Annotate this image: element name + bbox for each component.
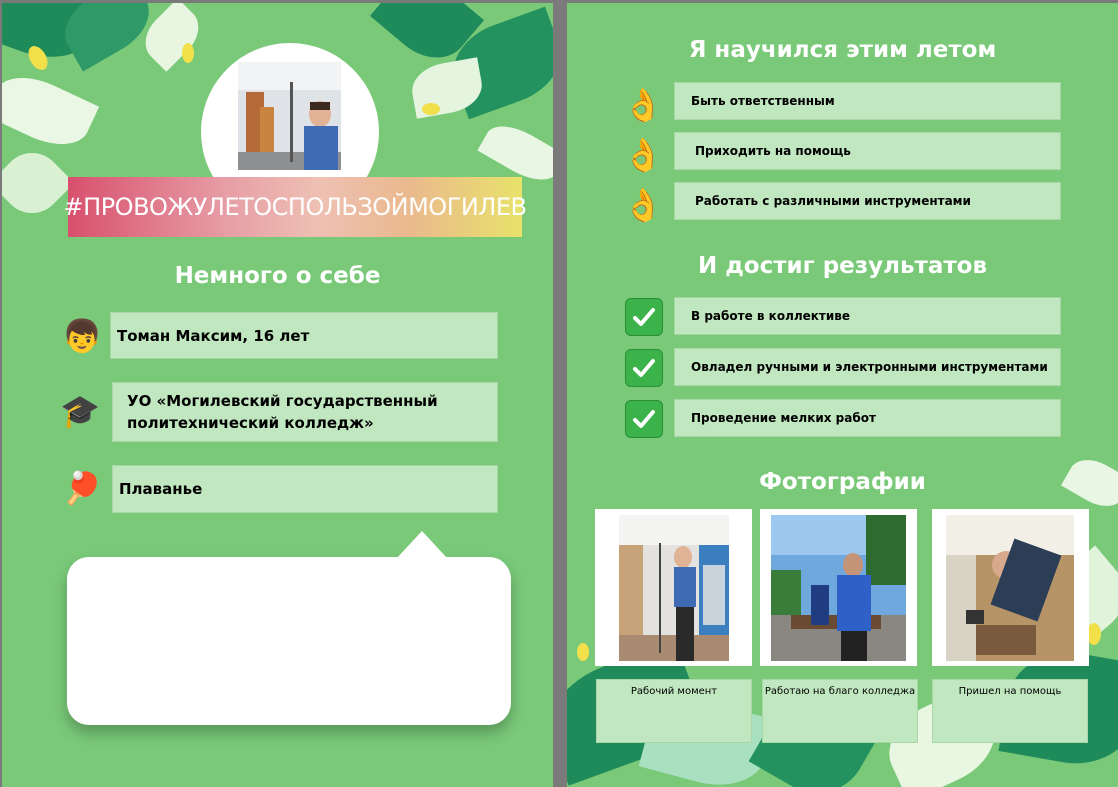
leaf-decoration bbox=[2, 64, 99, 157]
about-item bbox=[110, 312, 498, 359]
photo-frame[interactable] bbox=[760, 509, 917, 666]
speech-bubble-tail bbox=[396, 531, 448, 559]
dot-decoration bbox=[422, 103, 440, 115]
dot-decoration bbox=[577, 643, 589, 661]
result-item-label: В работе в коллективе bbox=[691, 309, 851, 323]
about-item bbox=[112, 382, 498, 442]
right-page bbox=[567, 3, 1118, 787]
check-mark-icon bbox=[625, 400, 663, 438]
hashtag-text: #ПРОВОЖУЛЕТОСПОЛЬЗОЙМОГИЛЕВ bbox=[63, 193, 527, 221]
dot-decoration bbox=[1087, 623, 1101, 645]
photo-frame[interactable] bbox=[932, 509, 1089, 666]
ok-hand-icon: 👌 bbox=[623, 136, 663, 174]
dot-decoration bbox=[182, 43, 194, 63]
learned-item bbox=[674, 182, 1061, 220]
graduation-cap-icon: 🎓 bbox=[60, 392, 100, 430]
check-mark-icon bbox=[625, 298, 663, 336]
results-title: И достиг результатов bbox=[697, 253, 988, 279]
about-item-label: УО «Могилевский государственный политехнический колледж» bbox=[127, 392, 438, 432]
learned-item-label: Быть ответственным bbox=[691, 94, 835, 108]
photo-image bbox=[946, 515, 1074, 661]
photo-image bbox=[771, 515, 906, 661]
ok-hand-icon: 👌 bbox=[623, 186, 663, 224]
learned-item-label: Приходить на помощь bbox=[695, 144, 851, 158]
photo-caption-label: Рабочий момент bbox=[630, 686, 718, 697]
hashtag-banner bbox=[63, 177, 527, 237]
boy-icon: 👦 bbox=[62, 317, 102, 355]
about-item bbox=[112, 465, 498, 513]
result-item bbox=[674, 348, 1061, 386]
learned-item bbox=[674, 82, 1061, 120]
photo-caption-label: Пришел на помощь bbox=[958, 686, 1062, 697]
about-item-label: Томан Максим, 16 лет bbox=[117, 326, 310, 345]
result-item-label: Проведение мелких работ bbox=[691, 411, 876, 425]
ping-pong-icon: 🏓 bbox=[62, 469, 102, 507]
ok-hand-icon: 👌 bbox=[623, 86, 663, 124]
speech-bubble[interactable] bbox=[67, 557, 511, 725]
photo-frame[interactable] bbox=[595, 509, 752, 666]
learned-item bbox=[674, 132, 1061, 170]
photo-caption bbox=[932, 679, 1088, 743]
about-title: Немного о себе bbox=[174, 263, 381, 289]
photo-caption bbox=[596, 679, 752, 743]
photo-caption-label: Работаю на благо колледжа bbox=[764, 686, 916, 697]
left-page bbox=[2, 3, 553, 787]
learned-title: Я научился этим летом bbox=[688, 37, 997, 63]
photo-image bbox=[619, 515, 729, 661]
photo-caption bbox=[762, 679, 918, 743]
learned-item-label: Работать с различными инструментами bbox=[695, 194, 971, 208]
avatar-photo bbox=[238, 62, 341, 170]
check-mark-icon bbox=[625, 349, 663, 387]
about-item-label: Плаванье bbox=[119, 480, 203, 498]
result-item-label: Овладел ручными и электронными инструментами bbox=[691, 360, 1048, 374]
result-item bbox=[674, 297, 1061, 335]
result-item bbox=[674, 399, 1061, 437]
photos-title: Фотографии bbox=[759, 469, 926, 495]
